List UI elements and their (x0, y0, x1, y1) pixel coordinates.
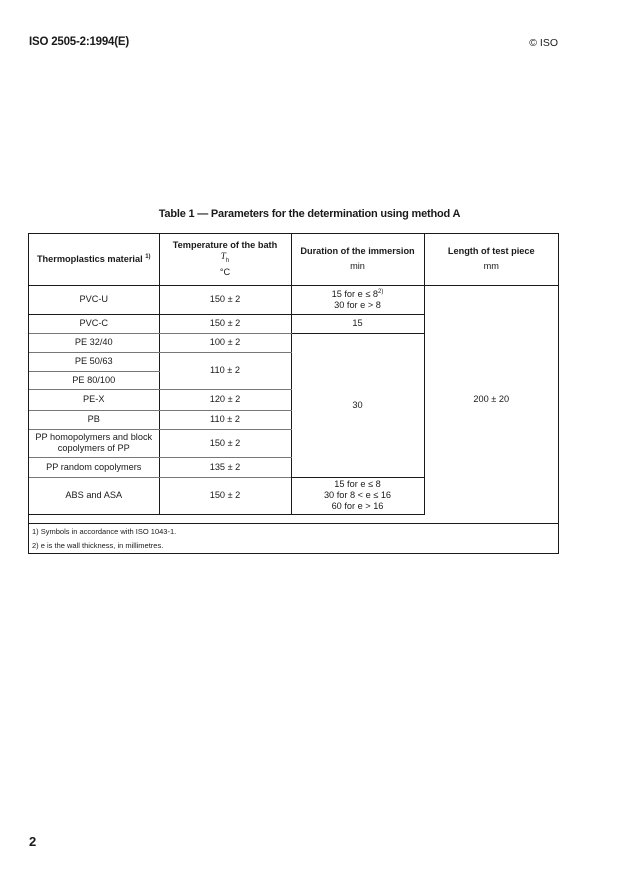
page-number: 2 (29, 834, 37, 849)
material-cell: PE 80/100 (29, 371, 159, 389)
table-row (29, 285, 558, 314)
material-cell: PVC-C (29, 314, 159, 333)
header-duration: Duration of the immersion min (291, 234, 424, 285)
table-footnotes (32, 525, 176, 553)
duration-cell: 15 for e ≤ 8 30 for 8 < e ≤ 16 60 for e > 16 (291, 477, 424, 514)
temperature-cell: 150 ± 2 (159, 314, 291, 333)
document-id: ISO 2505-2:1994(E) (29, 36, 129, 48)
temperature-cell: 120 ± 2 (159, 389, 291, 410)
material-cell: PP random copolymers (29, 457, 159, 477)
table-frame (28, 233, 559, 554)
table-caption: Table 1 — Parameters for the determination using method A (158, 208, 461, 220)
header-temperature: Temperature of the bath $T_h$ °C (159, 234, 291, 285)
parameters-table (29, 234, 558, 515)
material-cell: PE-X (29, 389, 159, 410)
temperature-cell: 110 ± 2 (159, 352, 291, 389)
duration-cell: 30 (291, 333, 424, 477)
material-cell: PE 50/63 (29, 352, 159, 371)
copyright-mark: © ISO (529, 37, 558, 49)
header-length: Length of test piece mm (424, 234, 558, 285)
notes-divider (29, 523, 558, 524)
footnote-ref-1: 1) (145, 253, 151, 260)
temperature-cell: 150 ± 2 (159, 285, 291, 314)
length-cell: 200 ± 20 (473, 394, 510, 405)
temperature-cell: 150 ± 2 (159, 477, 291, 514)
header-row (29, 234, 558, 285)
temperature-cell: 110 ± 2 (159, 410, 291, 429)
temperature-cell: 100 ± 2 (159, 333, 291, 352)
material-cell: PP homopolymers and block copolymers of PP (29, 429, 159, 457)
header-material: Thermoplastics material $^{1)}$ (29, 234, 159, 285)
footnote-1: 1) Symbols in accordance with ISO 1043-1. (32, 527, 177, 536)
temperature-cell: 135 ± 2 (159, 457, 291, 477)
duration-cell: 15 (291, 314, 424, 333)
material-cell: PB (29, 410, 159, 429)
temperature-cell: 150 ± 2 (159, 429, 291, 457)
material-cell: ABS and ASA (29, 477, 159, 514)
footnote-2: 2) e is the wall thickness, in millimetres. (32, 541, 164, 550)
material-cell: PVC-U (29, 285, 159, 314)
material-cell: PE 32/40 (29, 333, 159, 352)
duration-cell: 15 for $e \le 8^{2)}$ 30 for e > 8 (291, 285, 424, 314)
